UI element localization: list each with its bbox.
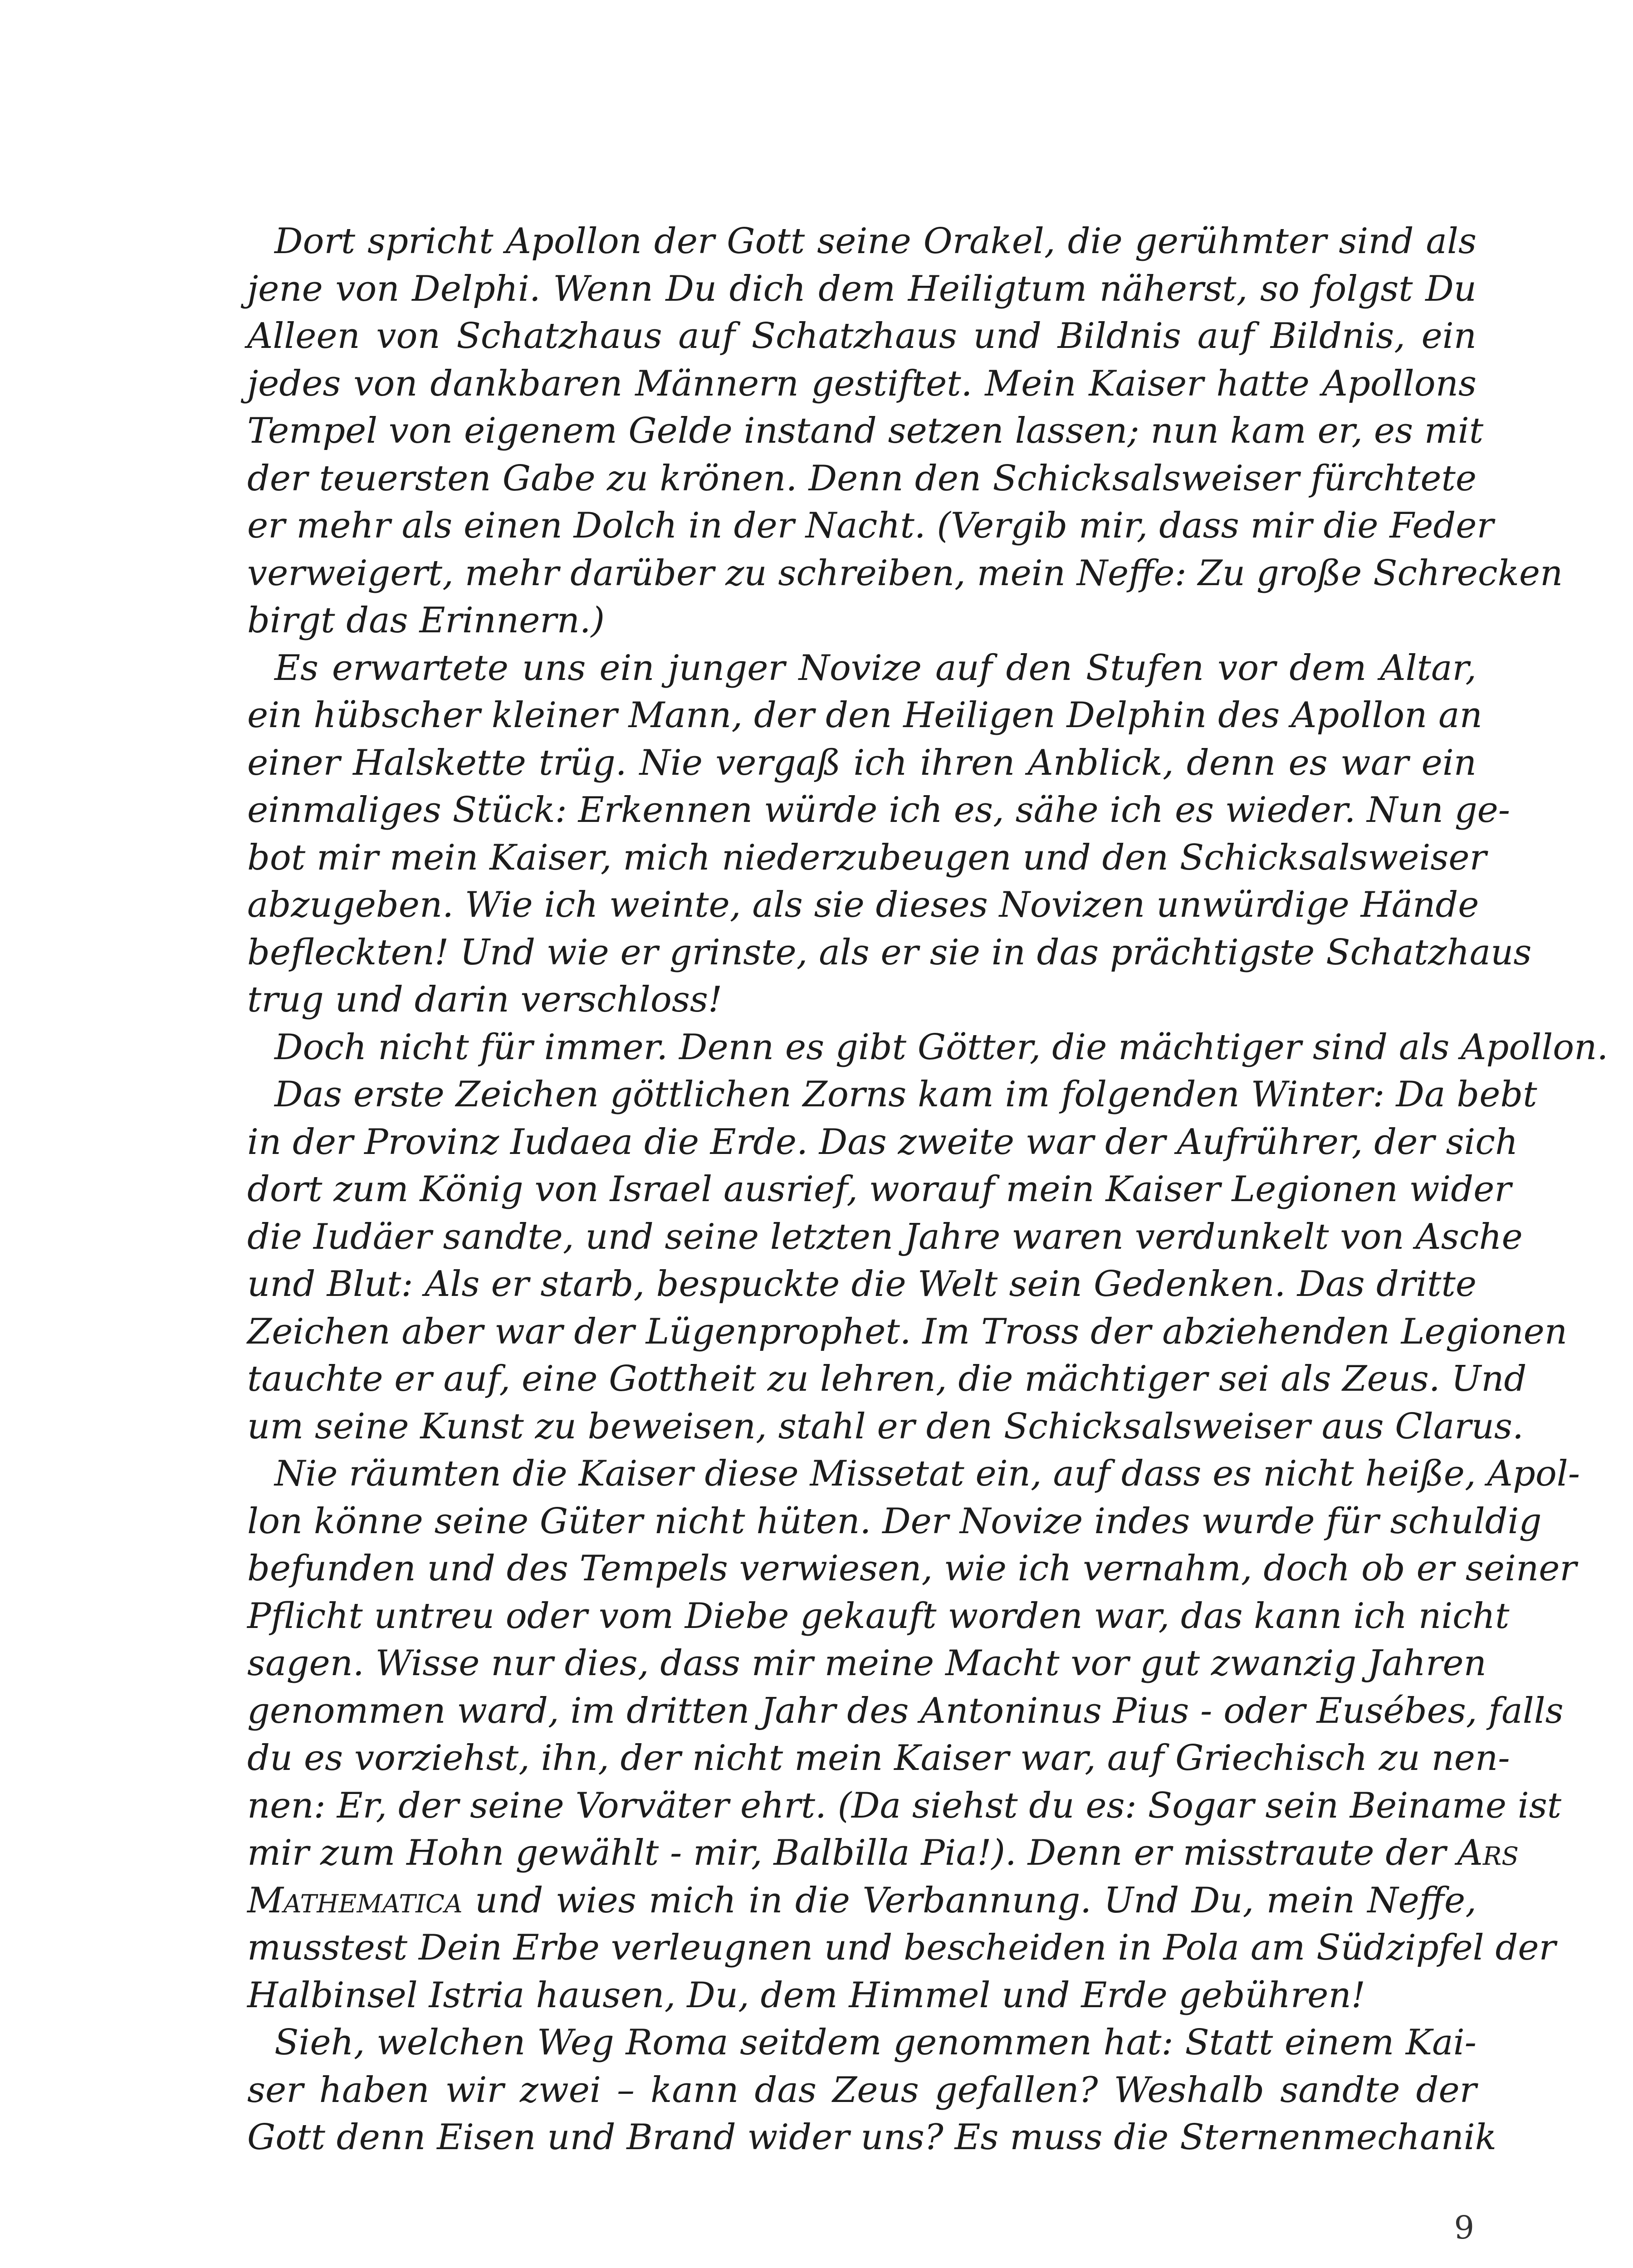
text-line: Gott denn Eisen und Brand wider uns? Es muss die Sternenmechanik [247, 2117, 1496, 2158]
text-line: genommen ward, im dritten Jahr des Antoninus Pius - oder Eusébes, falls [247, 1690, 1564, 1731]
text-line: abzugeben. Wie ich weinte, als sie dieses Novizen unwürdige Hände [247, 885, 1479, 925]
text-line: tauchte er auf, eine Gottheit zu lehren, die mächtiger sei als Zeus. Und [247, 1359, 1527, 1399]
line-text: und wies mich in die Verbannung. Und Du, mein Neffe, [475, 1880, 1477, 1921]
body-text [247, 218, 1609, 2161]
text-line: einmaliges Stück: Erkennen würde ich es, sähe ich es wieder. Nun ge- [247, 790, 1511, 831]
text-line: sagen. Wisse nur dies, dass mir meine Macht vor gut zwanzig Jahren [247, 1643, 1486, 1684]
text-line: ser haben wir zwei – kann das Zeus gefallen? Weshalb sandte der [247, 2069, 1477, 2111]
text-line: bot mir mein Kaiser, mich niederzubeugen und den Schicksalsweiser [247, 837, 1486, 878]
text-line: lon könne seine Güter nicht hüten. Der Novize indes wurde für schuldig [247, 1501, 1542, 1542]
text-line: dort zum König von Israel ausrief, worauf mein Kaiser Legionen wider [247, 1169, 1511, 1210]
text-line: in der Provinz Iudaea die Erde. Das zweite war der Aufrührer, der sich [247, 1121, 1518, 1163]
text-line: nen: Er, der seine Vorväter ehrt. (Da siehst du es: Sogar sein Beiname ist [247, 1785, 1562, 1826]
text-line: Halbinsel Istria hausen, Du, dem Himmel und Erde gebühren! [247, 1975, 1366, 2016]
text-line: Dort spricht Apollon der Gott seine Orakel, die gerühmter sind als [274, 221, 1477, 262]
text-line-with-smallcaps [247, 1877, 1477, 1925]
text-line: um seine Kunst zu beweisen, stahl er den Schicksalsweiser aus Clarus. [247, 1406, 1524, 1447]
smallcaps-term: Mathematica [247, 1880, 463, 1921]
text-line: ein hübscher kleiner Mann, der den Heiligen Delphin des Apollon an [247, 695, 1482, 736]
text-line: Tempel von eigenem Gelde instand setzen lassen; nun kam er, es mit [247, 411, 1484, 451]
text-line: Das erste Zeichen göttlichen Zorns kam im folgenden Winter: Da bebt [274, 1074, 1537, 1115]
text-line: und Blut: Als er starb, bespuckte die Welt sein Gedenken. Das dritte [247, 1264, 1477, 1305]
smallcaps-term: Ars [1457, 1833, 1519, 1873]
text-line: Sieh, welchen Weg Roma seitdem genommen hat: Statt einem Kai- [274, 2022, 1477, 2063]
text-line: befleckten! Und wie er grinste, als er sie in das prächtigste Schatzhaus [247, 932, 1532, 973]
text-line: einer Halskette trüg. Nie vergaß ich ihren Anblick, denn es war ein [247, 742, 1477, 783]
text-line: er mehr als einen Dolch in der Nacht. (Vergib mir, dass mir die Feder [247, 505, 1494, 546]
text-line: birgt das Erinnern.) [247, 600, 605, 641]
text-line: trug und darin verschloss! [247, 979, 723, 1020]
text-line: Zeichen aber war der Lügenprophet. Im Tross der abziehenden Legionen [247, 1311, 1568, 1352]
text-line: befunden und des Tempels verwiesen, wie ich vernahm, doch ob er seiner [247, 1548, 1577, 1589]
text-line: jedes von dankbaren Männern gestiftet. Mein Kaiser hatte Apollons [247, 363, 1477, 404]
text-line: verweigert, mehr darüber zu schreiben, mein Neffe: Zu große Schrecken [247, 552, 1563, 594]
text-line: Nie räumten die Kaiser diese Missetat ein, auf dass es nicht heiße, Apol- [274, 1453, 1580, 1494]
text-line: die Iudäer sandte, und seine letzten Jahre waren verdunkelt von Asche [247, 1216, 1523, 1257]
text-line: jene von Delphi. Wenn Du dich dem Heiligtum näherst, so folgst Du [247, 268, 1477, 309]
text-line: Alleen von Schatzhaus auf Schatzhaus und Bildnis auf Bildnis, ein [247, 316, 1477, 357]
page-number: 9 [1454, 2209, 1474, 2246]
text-line-with-smallcaps [247, 1829, 1519, 1877]
line-text: mir zum Hohn gewählt - mir, Balbilla Pia!). Denn er misstraute der [247, 1833, 1446, 1873]
text-line: der teuersten Gabe zu krönen. Denn den Schicksalsweiser fürchtete [247, 458, 1477, 499]
text-line: Pflicht untreu oder vom Diebe gekauft worden war, das kann ich nicht [247, 1595, 1510, 1637]
text-line: Doch nicht für immer. Denn es gibt Götter, die mächtiger sind als Apollon. [274, 1026, 1609, 1068]
text-line: Es erwartete uns ein junger Novize auf den Stufen vor dem Altar, [274, 647, 1477, 689]
text-line: du es vorziehst, ihn, der nicht mein Kaiser war, auf Griechisch zu nen- [247, 1738, 1510, 1779]
text-line: musstest Dein Erbe verleugnen und bescheiden in Pola am Südzipfel der [247, 1927, 1556, 1968]
